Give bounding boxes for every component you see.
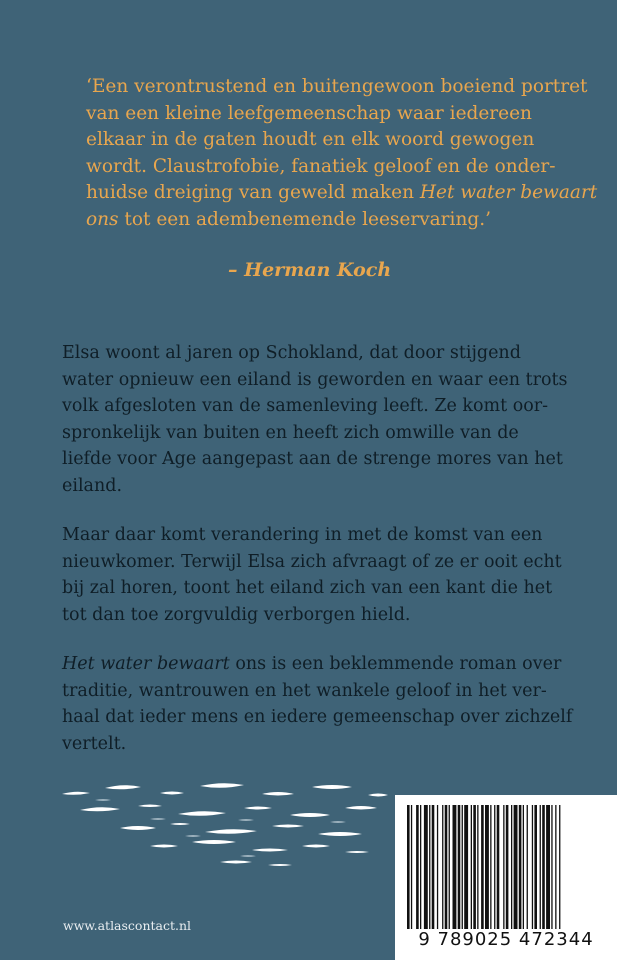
quote-author: – Herman Koch [228, 259, 392, 281]
blurb-line [62, 651, 562, 678]
blurb-text: ons is een beklemmende roman over [229, 654, 562, 674]
quote-book-title: Het water bewaart [419, 182, 598, 203]
blurb-line: traditie, wantrouwen en het wankele geloof in het ver- [62, 680, 547, 701]
blurb-line: eiland. [62, 475, 123, 496]
quote-text: tot een adembenemende leeservaring.’ [118, 208, 491, 230]
isbn-number: 9 789025 472344 [418, 929, 594, 950]
quote-line: ‘Een verontrustend en buitengewoon boeiend portret [86, 76, 588, 97]
isbn-barcode [395, 795, 617, 960]
quote-book-title: ons [86, 208, 119, 230]
blurb-paragraph-3 [62, 651, 573, 757]
blurb-line: spronkelijk van buiten en heeft zich omwille van de [62, 422, 519, 443]
quote-line [86, 180, 598, 207]
blurb-line: volk afgesloten van de samenleving leeft. Ze komt oor- [62, 396, 549, 416]
quote-line [86, 207, 566, 234]
blurb-paragraph-2 [62, 522, 562, 628]
blurb-line: tot dan toe zorgvuldig verborgen hield. [62, 604, 411, 625]
blurb-line: haal dat ieder mens en iedere gemeenschap over zichzelf [62, 707, 573, 727]
quote-line: wordt. Claustrofobie, fanatiek geloof en de onder- [86, 155, 556, 177]
review-quote [86, 74, 598, 233]
barcode-bars [403, 805, 609, 929]
blurb-line: Maar daar komt verandering in met de komst van een [62, 525, 543, 545]
blurb-line: liefde voor Age aangepast aan de strenge mores van het [62, 449, 563, 469]
blurb-line: bij zal horen, toont het eiland zich van een kant die het [62, 578, 553, 598]
publisher-website: www.atlascontact.nl [63, 918, 192, 933]
quote-line: van een kleine leefgemeenschap waar iedereen [86, 102, 532, 124]
quote-line: elkaar in de gaten houdt en elk woord gewogen [86, 129, 535, 150]
quote-text: huidse dreiging van geweld maken [86, 182, 420, 203]
blurb-line: nieuwkomer. Terwijl Elsa zich afvraagt of ze er ooit echt [62, 551, 562, 572]
blurb-paragraph-1 [62, 340, 568, 499]
blurb-line: vertelt. [62, 733, 127, 754]
blurb-line: water opnieuw een eiland is geworden en waar een trots [62, 369, 568, 390]
blurb-line: Elsa woont al jaren op Schokland, dat door stijgend [62, 343, 521, 363]
blurb-book-title: Het water bewaart [62, 654, 230, 674]
